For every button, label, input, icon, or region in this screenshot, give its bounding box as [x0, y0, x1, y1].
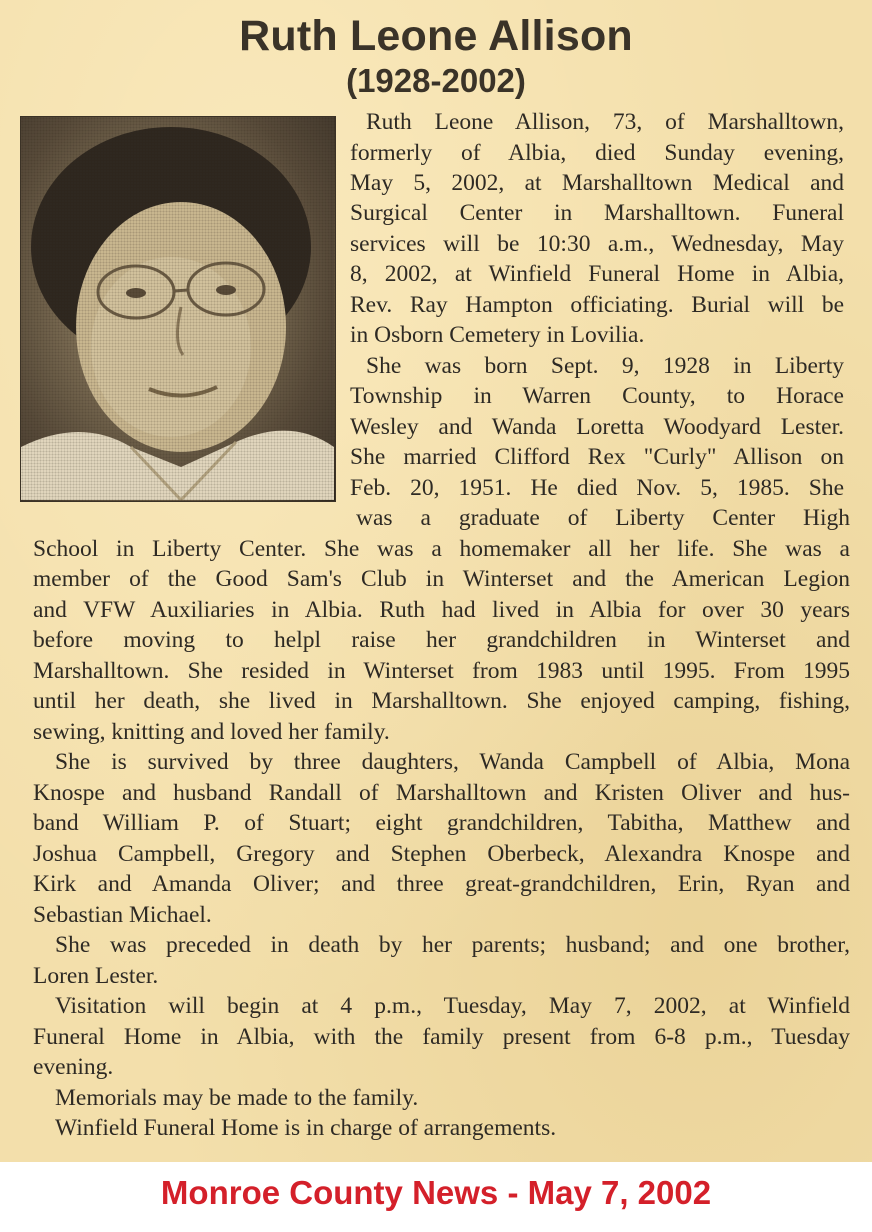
obituary-line: before moving to helpl raise her grandchildren in Winterset and: [33, 627, 850, 653]
obituary-line: was a graduate of Liberty Center High: [356, 505, 850, 531]
halftone-overlay: [21, 117, 335, 501]
obituary-line: until her death, she lived in Marshalltown. She enjoyed camping, fishing,: [33, 688, 850, 714]
obituary-line: band William P. of Stuart; eight grandchildren, Tabitha, Matthew and: [33, 810, 850, 836]
obituary-line: Surgical Center in Marshalltown. Funeral: [350, 200, 844, 226]
obituary-line: Visitation will begin at 4 p.m., Tuesday, May 7, 2002, at Winfield: [55, 993, 850, 1019]
obituary-line: She married Clifford Rex "Curly" Allison on: [350, 444, 844, 470]
obituary-line: Funeral Home in Albia, with the family present from 6-8 p.m., Tuesday: [33, 1024, 850, 1050]
obituary-line: Winfield Funeral Home is in charge of arrangements.: [55, 1115, 557, 1141]
obituary-line: Wesley and Wanda Loretta Woodyard Lester.: [350, 414, 844, 440]
obituary-line: Memorials may be made to the family.: [55, 1085, 419, 1111]
obituary-line: Knospe and husband Randall of Marshalltown and Kristen Oliver and hus-: [33, 780, 850, 806]
obituary-line: services will be 10:30 a.m., Wednesday, May: [350, 231, 844, 257]
obituary-line: formerly of Albia, died Sunday evening,: [350, 140, 844, 166]
obituary-headline: Ruth Leone Allison: [239, 12, 633, 60]
obituary-line: 8, 2002, at Winfield Funeral Home in Albia,: [350, 261, 844, 287]
obituary-line: She was preceded in death by her parents; husband; and one brother,: [55, 932, 850, 958]
source-caption: Monroe County News - May 7, 2002: [160, 1174, 712, 1211]
obituary-line: Marshalltown. She resided in Winterset from 1983 until 1995. From 1995: [33, 658, 850, 684]
obituary-line: Township in Warren County, to Horace: [350, 383, 844, 409]
obituary-line: She is survived by three daughters, Wanda Campbell of Albia, Mona: [55, 749, 850, 775]
obituary-line: sewing, knitting and loved her family.: [33, 719, 390, 745]
obituary-line: and VFW Auxiliaries in Albia. Ruth had lived in Albia for over 30 years: [33, 597, 850, 623]
obituary-line: Kirk and Amanda Oliver; and three great-grandchildren, Erin, Ryan and: [33, 871, 850, 897]
life-years: (1928-2002): [346, 62, 526, 99]
obituary-line: Loren Lester.: [33, 963, 159, 989]
obituary-line: in Osborn Cemetery in Lovilia.: [350, 322, 645, 348]
obituary-line: Sebastian Michael.: [33, 902, 212, 928]
obituary-line: Feb. 20, 1951. He died Nov. 5, 1985. She: [350, 475, 844, 501]
obituary-line: School in Liberty Center. She was a homemaker all her life. She was a: [33, 536, 850, 562]
obituary-line: May 5, 2002, at Marshalltown Medical and: [350, 170, 844, 196]
portrait-photo: [20, 116, 336, 502]
obituary-line: member of the Good Sam's Club in Winterset and the American Legion: [33, 566, 850, 592]
obituary-line: Rev. Ray Hampton officiating. Burial will be: [350, 292, 844, 318]
obituary-line: evening.: [33, 1054, 114, 1080]
obituary-line: Ruth Leone Allison, 73, of Marshalltown,: [366, 109, 844, 135]
obituary-line: Joshua Campbell, Gregory and Stephen Oberbeck, Alexandra Knospe and: [33, 841, 850, 867]
obituary-line: She was born Sept. 9, 1928 in Liberty: [366, 353, 844, 379]
